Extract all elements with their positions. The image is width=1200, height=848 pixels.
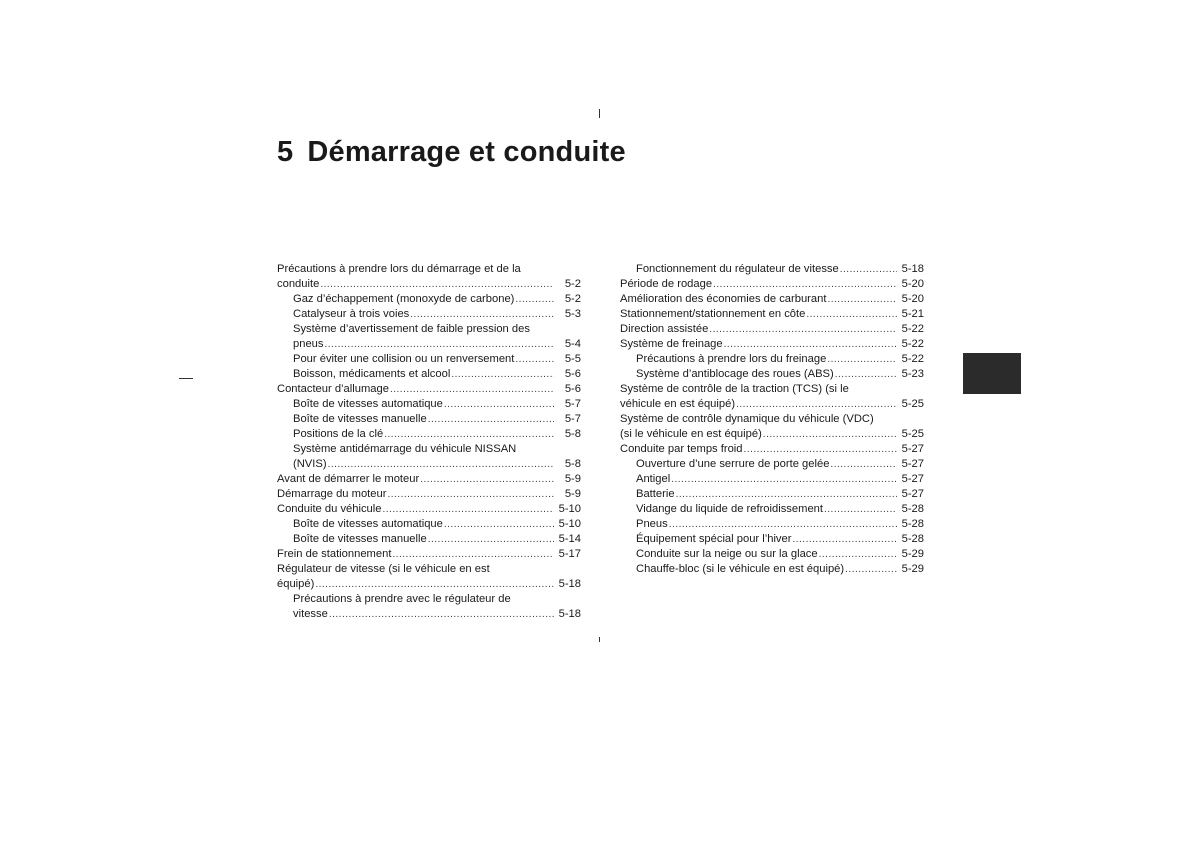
toc-entry[interactable] (620, 457, 924, 472)
toc-entry-title: Boîte de vitesses automatique (293, 518, 443, 530)
toc-entry[interactable] (277, 517, 581, 532)
toc-page-number: 5-20 (901, 278, 924, 290)
toc-page-number: 5-18 (558, 608, 581, 620)
dot-leader (387, 487, 554, 502)
chapter-number: 5 (277, 136, 294, 168)
toc-entry-title: Contacteur d’allumage (277, 383, 389, 395)
toc-column-left (277, 262, 581, 622)
toc-entry-title: Antigel (636, 473, 671, 485)
toc-entry[interactable] (620, 442, 924, 457)
dot-leader (671, 472, 897, 487)
toc-entry-title: Avant de démarrer le moteur (277, 473, 420, 485)
toc-page-number: 5-8 (564, 458, 581, 470)
toc-page-number: 5-14 (558, 533, 581, 545)
toc-entry[interactable] (277, 562, 581, 592)
toc-entry[interactable] (620, 277, 924, 292)
toc-entry-title-lead: Système antidémarrage du véhicule NISSAN (293, 443, 517, 455)
toc-entry-title: Ouverture d’une serrure de porte gelée (636, 458, 830, 470)
toc-page-number: 5-28 (901, 518, 924, 530)
chapter-title: Démarrage et conduite (307, 136, 626, 168)
toc-entry[interactable] (277, 442, 581, 472)
toc-entry-title: Conduite sur la neige ou sur la glace (636, 548, 818, 560)
toc-entry[interactable] (620, 532, 924, 547)
toc-entry-title: Équipement spécial pour l’hiver (636, 533, 792, 545)
dot-leader (744, 442, 897, 457)
dot-leader (840, 262, 897, 277)
toc-entry-title: équipé) (277, 578, 315, 590)
toc-page-number: 5-6 (564, 368, 581, 380)
dot-leader (845, 562, 897, 577)
toc-entry-title: Système d’antiblocage des roues (ABS) (636, 368, 834, 380)
dot-leader (713, 277, 897, 292)
toc-page-number: 5-27 (901, 488, 924, 500)
dot-leader (320, 277, 554, 292)
toc-entry[interactable] (620, 337, 924, 352)
toc-entry[interactable] (620, 262, 924, 277)
toc-entry-title: Boisson, médicaments et alcool (293, 368, 451, 380)
toc-page-number: 5-27 (901, 443, 924, 455)
toc-entry-title: Boîte de vitesses automatique (293, 398, 443, 410)
toc-entry[interactable] (620, 382, 924, 412)
toc-page-number: 5-4 (564, 338, 581, 350)
toc-entry-title: Démarrage du moteur (277, 488, 387, 500)
toc-page-number: 5-27 (901, 458, 924, 470)
toc-entry-title: Amélioration des économies de carburant (620, 293, 827, 305)
toc-entry-title: Batterie (636, 488, 675, 500)
toc-page-number: 5-23 (901, 368, 924, 380)
dot-leader (428, 532, 554, 547)
toc-page-number: 5-28 (901, 503, 924, 515)
toc-page-number: 5-7 (564, 413, 581, 425)
toc-entry-title: véhicule en est équipé) (620, 398, 736, 410)
toc-entry[interactable] (277, 367, 581, 382)
toc-entry[interactable] (277, 397, 581, 412)
toc-entry-title-lead: Système d’avertissement de faible pression des (293, 323, 530, 335)
toc-entry[interactable] (620, 307, 924, 322)
dot-leader (428, 412, 554, 427)
toc-entry[interactable] (277, 322, 581, 352)
dot-leader (451, 367, 554, 382)
dot-leader (792, 532, 897, 547)
crop-mark-bottom (599, 637, 600, 642)
toc-entry[interactable] (620, 367, 924, 382)
toc-entry-title-lead: Précautions à prendre lors du démarrage et de la (277, 263, 521, 275)
dot-leader (392, 547, 554, 562)
toc-entry[interactable] (277, 427, 581, 442)
toc-entry-title: Positions de la clé (293, 428, 384, 440)
dot-leader (763, 427, 897, 442)
crop-mark-top (599, 109, 600, 118)
toc-entry[interactable] (277, 547, 581, 562)
toc-entry[interactable] (620, 412, 924, 442)
toc-entry-title: conduite (277, 278, 320, 290)
toc-entry-title: Précautions à prendre lors du freinage (636, 353, 827, 365)
toc-entry[interactable] (620, 547, 924, 562)
toc-page-number: 5-22 (901, 338, 924, 350)
toc-entry-title: Vidange du liquide de refroidissement (636, 503, 823, 515)
toc-entry-title: Stationnement/stationnement en côte (620, 308, 806, 320)
toc-entry[interactable] (620, 292, 924, 307)
dot-leader (827, 292, 897, 307)
dot-leader (806, 307, 897, 322)
toc-entry[interactable] (277, 382, 581, 397)
toc-entry[interactable] (277, 292, 581, 307)
dot-leader (315, 577, 554, 592)
toc-entry[interactable] (620, 487, 924, 502)
toc-entry[interactable] (277, 352, 581, 367)
dot-leader (444, 397, 554, 412)
toc-page-number: 5-8 (564, 428, 581, 440)
toc-entry[interactable] (277, 502, 581, 517)
dot-leader (830, 457, 897, 472)
toc-page-number: 5-6 (564, 383, 581, 395)
toc-page-number: 5-22 (901, 323, 924, 335)
toc-entry[interactable] (620, 562, 924, 577)
toc-page-number: 5-27 (901, 473, 924, 485)
toc-entry-title-lead: Système de contrôle de la traction (TCS) (si le (620, 383, 849, 395)
toc-entry-title: pneus (293, 338, 324, 350)
toc-entry[interactable] (620, 322, 924, 337)
toc-entry-title: (NVIS) (293, 458, 327, 470)
toc-page-number: 5-3 (564, 308, 581, 320)
toc-entry[interactable] (277, 262, 581, 292)
dot-leader (835, 367, 897, 382)
dot-leader (420, 472, 554, 487)
toc-entry[interactable] (277, 412, 581, 427)
toc-entry-title: Gaz d’échappement (monoxyde de carbone) (293, 293, 515, 305)
toc-page-number: 5-7 (564, 398, 581, 410)
toc-page-number: 5-9 (564, 488, 581, 500)
toc-page-number: 5-25 (901, 398, 924, 410)
toc-entry-title-lead: Précautions à prendre avec le régulateur de (293, 593, 511, 605)
toc-page-number: 5-10 (558, 518, 581, 530)
dot-leader (827, 352, 897, 367)
toc-entry-title: Boîte de vitesses manuelle (293, 533, 427, 545)
toc-page-number: 5-28 (901, 533, 924, 545)
toc-entry-title: Conduite par temps froid (620, 443, 743, 455)
dot-leader (444, 517, 554, 532)
dot-leader (515, 352, 554, 367)
toc-page-number: 5-22 (901, 353, 924, 365)
toc-page-number: 5-25 (901, 428, 924, 440)
toc-entry-title: Frein de stationnement (277, 548, 392, 560)
toc-entry-title: Boîte de vitesses manuelle (293, 413, 427, 425)
toc-page-number: 5-9 (564, 473, 581, 485)
toc-entry[interactable] (277, 592, 581, 622)
dot-leader (324, 337, 554, 352)
page-title (277, 136, 626, 169)
toc-entry-title-lead: Régulateur de vitesse (si le véhicule en est (277, 563, 490, 575)
toc-entry[interactable] (620, 517, 924, 532)
toc-page-number: 5-10 (558, 503, 581, 515)
toc-entry-title: Système de freinage (620, 338, 723, 350)
dot-leader (390, 382, 554, 397)
toc-entry-title: Chauffe-bloc (si le véhicule en est équipé) (636, 563, 845, 575)
toc-entry[interactable] (620, 472, 924, 487)
dot-leader (383, 502, 555, 517)
toc-entry-title: Période de rodage (620, 278, 713, 290)
dot-leader (384, 427, 554, 442)
dot-leader (328, 457, 554, 472)
toc-page-number: 5-29 (901, 548, 924, 560)
toc-entry-title: Conduite du véhicule (277, 503, 382, 515)
toc-entry-title-lead: Système de contrôle dynamique du véhicule (VDC) (620, 413, 874, 425)
toc-page-number: 5-17 (558, 548, 581, 560)
toc-entry[interactable] (277, 472, 581, 487)
toc-entry-title: Direction assistée (620, 323, 709, 335)
toc-page-number: 5-2 (564, 293, 581, 305)
dot-leader (824, 502, 897, 517)
toc-page-number: 5-18 (901, 263, 924, 275)
toc-entry-title: vitesse (293, 608, 328, 620)
toc-page-number: 5-18 (558, 578, 581, 590)
dot-leader (410, 307, 554, 322)
dot-leader (819, 547, 897, 562)
crop-mark-left (179, 378, 193, 379)
toc-entry-title: Pour éviter une collision ou un renversement (293, 353, 515, 365)
toc-page-number: 5-20 (901, 293, 924, 305)
dot-leader (329, 607, 554, 622)
toc-entry[interactable] (277, 532, 581, 547)
toc-page-number: 5-5 (564, 353, 581, 365)
dot-leader (709, 322, 897, 337)
toc-page-number: 5-21 (901, 308, 924, 320)
toc-column-right (620, 262, 924, 577)
toc-page-number: 5-29 (901, 563, 924, 575)
toc-entry-title: (si le véhicule en est équipé) (620, 428, 762, 440)
toc-entry-title: Fonctionnement du régulateur de vitesse (636, 263, 839, 275)
toc-entry[interactable] (277, 307, 581, 322)
dot-leader (515, 292, 554, 307)
chapter-tab-marker (963, 353, 1021, 394)
toc-entry[interactable] (620, 352, 924, 367)
toc-page-number: 5-2 (564, 278, 581, 290)
dot-leader (736, 397, 897, 412)
toc-entry-title: Pneus (636, 518, 668, 530)
toc-entry[interactable] (620, 502, 924, 517)
dot-leader (724, 337, 897, 352)
dot-leader (669, 517, 897, 532)
dot-leader (676, 487, 897, 502)
toc-entry-title: Catalyseur à trois voies (293, 308, 410, 320)
toc-entry[interactable] (277, 487, 581, 502)
